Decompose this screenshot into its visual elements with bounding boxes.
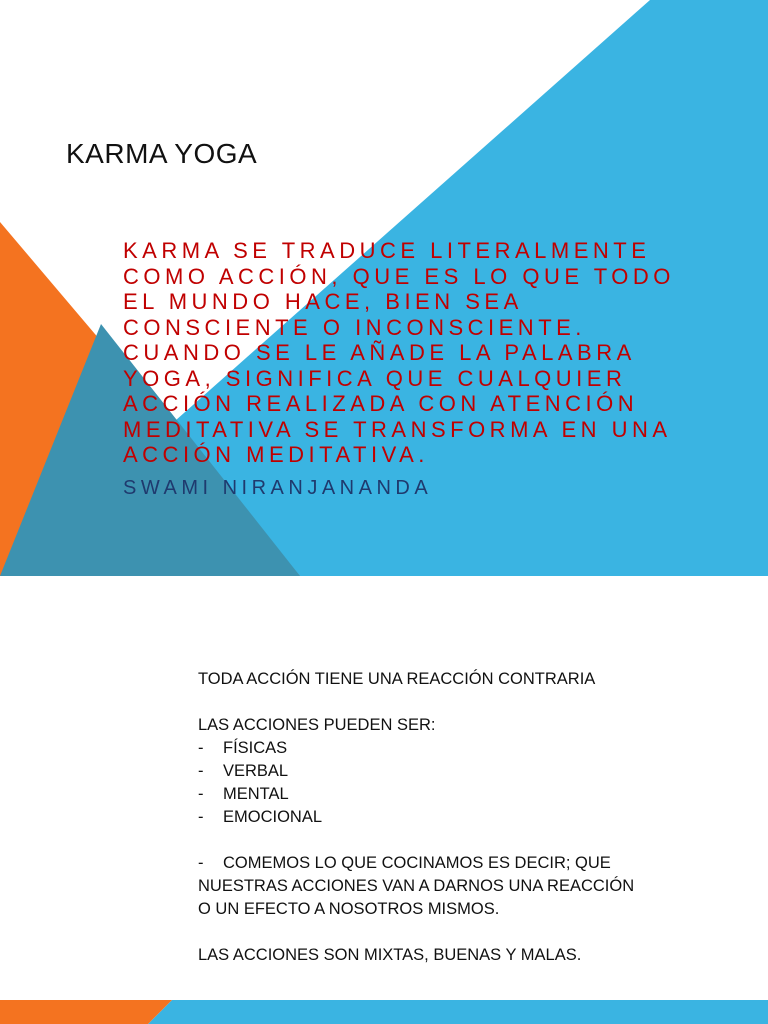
quote-line: CONSCIENTE O INCONSCIENTE. xyxy=(123,314,586,340)
dash-marker: - xyxy=(198,739,204,757)
spacer xyxy=(198,691,668,714)
quote-line: MEDITATIVA SE TRANSFORMA EN UNA xyxy=(123,416,672,442)
list-item xyxy=(198,783,668,806)
list-item xyxy=(198,737,668,760)
list-item-text: FÍSICAS xyxy=(223,739,288,757)
paragraph-line: NUESTRAS ACCIONES VAN A DARNOS UNA REACCIÓN xyxy=(198,877,635,895)
dash-marker: - xyxy=(198,762,204,780)
list-item-text: VERBAL xyxy=(223,762,289,780)
slide-2-body xyxy=(198,668,668,967)
slide-2 xyxy=(0,576,768,1024)
list-item-text: MENTAL xyxy=(223,785,289,803)
list-heading: LAS ACCIONES PUEDEN SER: xyxy=(198,716,436,734)
quote-line: CUANDO SE LE AÑADE LA PALABRA xyxy=(123,340,636,365)
slide-title: KARMA YOGA xyxy=(66,138,258,169)
closing-line: LAS ACCIONES SON MIXTAS, BUENAS Y MALAS. xyxy=(198,946,582,964)
dash-marker: - xyxy=(198,854,204,872)
quote-author: SWAMI NIRANJANANDA xyxy=(123,477,433,499)
quote-line: YOGA, SIGNIFICA QUE CUALQUIER xyxy=(123,365,627,391)
statement-line: TODA ACCIÓN TIENE UNA REACCIÓN CONTRARIA xyxy=(198,670,596,688)
paragraph-line: COMEMOS LO QUE COCINAMOS ES DECIR; QUE xyxy=(223,854,611,872)
quote-line: ACCIÓN MEDITATIVA. xyxy=(123,442,429,467)
dash-marker: - xyxy=(198,808,204,826)
quote-text xyxy=(123,238,683,468)
spacer xyxy=(198,829,668,852)
paragraph-line: O UN EFECTO A NOSOTROS MISMOS. xyxy=(198,900,500,918)
orange-band xyxy=(0,1000,172,1024)
quote-line: ACCIÓN REALIZADA CON ATENCIÓN xyxy=(123,391,639,416)
dash-marker: - xyxy=(198,785,204,803)
list-item-text: EMOCIONAL xyxy=(223,808,323,826)
quote-line: EL MUNDO HACE, BIEN SEA xyxy=(123,289,523,314)
quote-line: KARMA SE TRADUCE LITERALMENTE xyxy=(123,238,651,263)
list-item xyxy=(198,760,668,783)
list-item xyxy=(198,806,668,829)
spacer xyxy=(198,921,668,944)
paragraph-first-line xyxy=(198,852,668,875)
blue-band xyxy=(148,1000,768,1024)
quote-line: COMO ACCIÓN, QUE ES LO QUE TODO xyxy=(123,263,675,289)
